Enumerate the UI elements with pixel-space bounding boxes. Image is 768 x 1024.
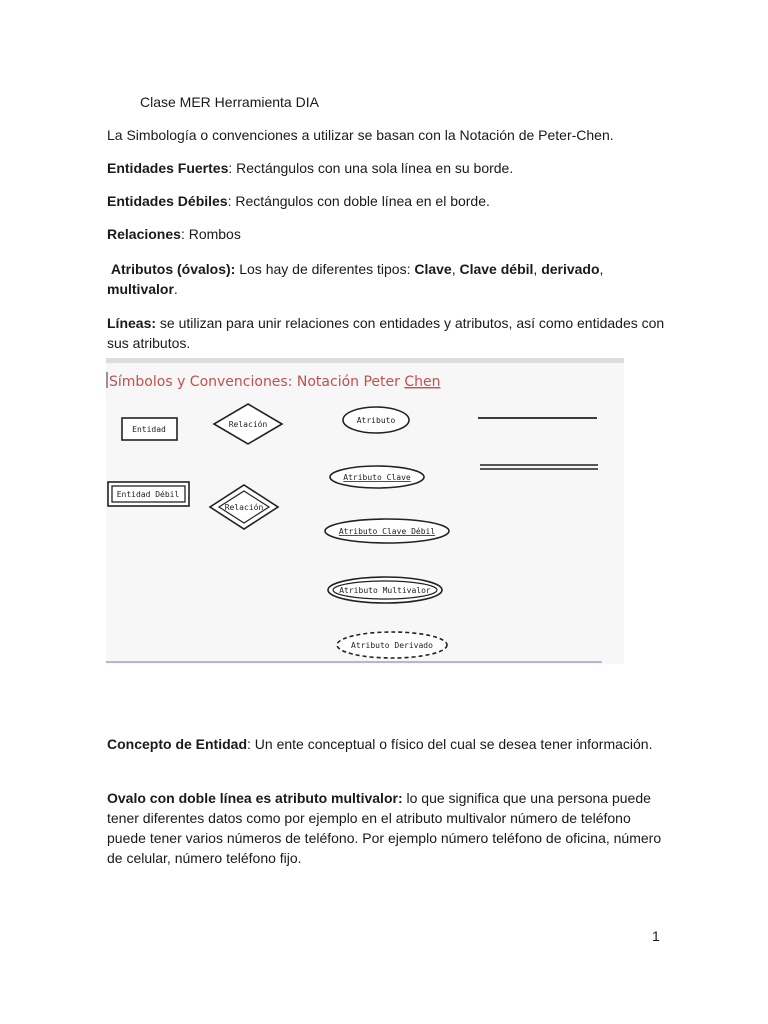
page-number: 1 [652, 928, 660, 944]
weak-key-attribute-label: Atributo Clave Débil [338, 527, 436, 536]
attr-type-multivalor: multivalor [107, 281, 174, 297]
separator: , [599, 261, 604, 277]
term-text: : Rombos [180, 226, 241, 242]
paragraph-concepto-entidad [107, 734, 667, 754]
term-text: : Un ente conceptual o físico del cual se desea tener información. [247, 736, 653, 752]
paragraph-lineas [107, 313, 667, 353]
paragraph-entidades-debiles [107, 191, 667, 211]
attr-type-clave-debil: Clave débil [459, 261, 534, 277]
term-label: Entidades Fuertes [107, 160, 229, 176]
term-label: Ovalo con doble línea es atributo multivalor: [107, 790, 403, 806]
intro-paragraph: La Simbología o convenciones a utilizar se basan con la Notación de Peter-Chen. [107, 127, 614, 143]
notation-figure [106, 358, 624, 664]
weak-entity-label: Entidad Débil [116, 490, 180, 499]
multivalued-attribute-label: Atributo Multivalor [339, 586, 431, 595]
figure-title-chen: Chen [404, 374, 441, 390]
separator: , [451, 261, 460, 277]
figure-ruler [106, 358, 624, 363]
weak-relationship-label: Relación [224, 503, 264, 512]
figure-background [106, 358, 624, 664]
derived-attribute-label: Atributo Derivado [351, 641, 433, 650]
key-attribute-label: Atributo Clave [343, 473, 411, 482]
term-label: Atributos (óvalos): [110, 261, 236, 277]
figure-title [109, 374, 440, 390]
term-label: Líneas: [107, 315, 157, 331]
attribute-label: Atributo [356, 416, 396, 425]
notation-diagram [106, 358, 624, 664]
paragraph-relaciones [107, 224, 667, 244]
relationship-label: Relación [228, 420, 268, 429]
term-text: : Rectángulos con una sola línea en su borde. [228, 160, 514, 176]
term-text: lo que significa que una persona puede tener diferentes datos como por ejemplo en el atributo multivalor número de teléfono puede tener varios números de teléfono. Por ejemplo número teléfono de oficina, número de celular, número teléfono fijo. [107, 790, 662, 866]
separator: , [533, 261, 542, 277]
entity-label: Entidad [132, 425, 166, 434]
attr-type-derivado: derivado [541, 261, 600, 277]
term-text: Los hay de diferentes tipos: [235, 261, 415, 277]
paragraph-atributos [107, 259, 667, 299]
term-label: Concepto de Entidad [107, 736, 247, 752]
term-text: : Rectángulos con doble línea en el borde. [227, 193, 490, 209]
attr-type-clave: Clave [414, 261, 452, 277]
term-label: Entidades Débiles [107, 193, 228, 209]
term-label: Relaciones [107, 226, 181, 242]
paragraph-entidades-fuertes [107, 158, 667, 178]
paragraph-ovalo-multivalor [107, 788, 667, 868]
figure-title-main: Símbolos y Convenciones: Notación Peter [109, 374, 405, 390]
page-title: Clase MER Herramienta DIA [140, 94, 319, 110]
term-text: se utilizan para unir relaciones con entidades y atributos, así como entidades con sus atributos. [107, 315, 665, 351]
separator: . [173, 281, 178, 297]
